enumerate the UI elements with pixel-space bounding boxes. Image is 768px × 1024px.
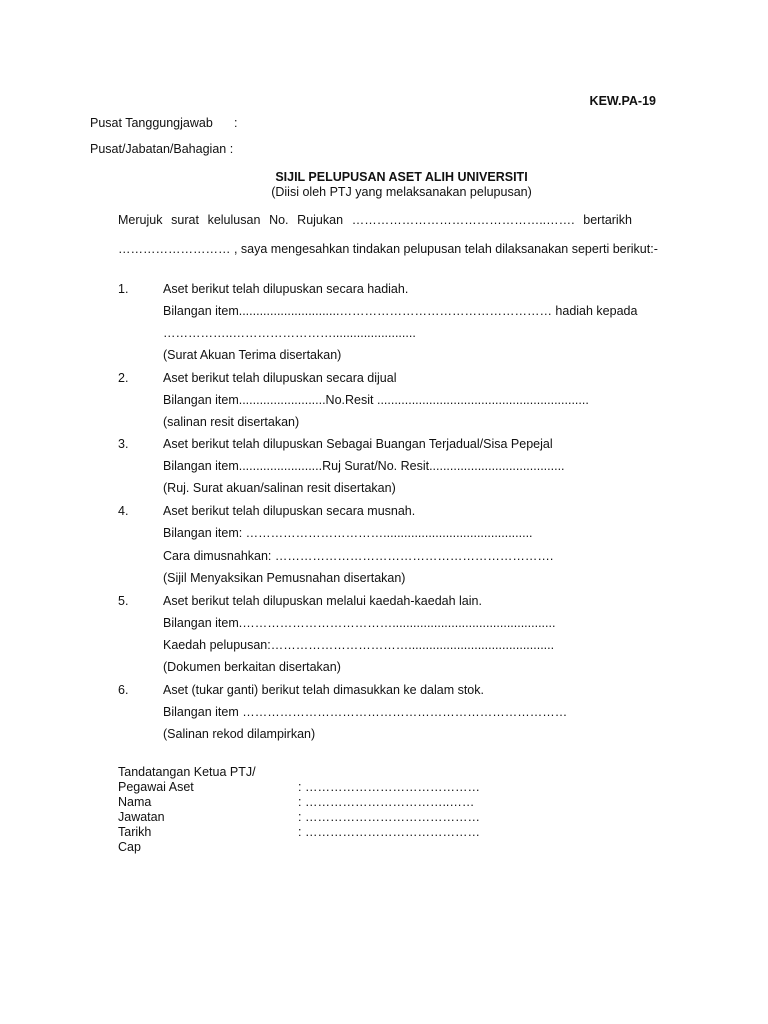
item-note: (Salinan rekod dilampirkan): [163, 727, 316, 741]
name-field: : ……………………………..……: [298, 795, 475, 809]
intro-word: No.: [269, 213, 289, 227]
item-line: Cara dimusnahkan: ………………………………………………………….: [163, 549, 554, 563]
item-number: 1.: [118, 282, 129, 296]
item-line: Aset berikut telah dilupuskan melalui kaedah-kaedah lain.: [163, 594, 482, 608]
item-line: Bilangan item ……………………………………………………………………: [163, 705, 568, 719]
name-label: Nama: [118, 795, 152, 809]
intro-line-1: [118, 207, 632, 234]
item-note: (Dokumen berkaitan disertakan): [163, 660, 341, 674]
item-line: Aset (tukar ganti) berikut telah dimasukkan ke dalam stok.: [163, 683, 484, 697]
item-number: 6.: [118, 683, 129, 697]
item-line: Aset berikut telah dilupuskan secara musnah.: [163, 504, 416, 518]
intro-word: surat: [171, 213, 199, 227]
signature-field: : ……………………………………: [298, 780, 480, 794]
item-line: ……………..……………………........................: [163, 326, 416, 340]
document-title: SIJIL PELUPUSAN ASET ALIH UNIVERSITI: [275, 170, 528, 184]
date-field: : ……………………………………: [298, 825, 480, 839]
item-note: (Ruj. Surat akuan/salinan resit disertakan): [163, 481, 396, 495]
department-label: Pusat/Jabatan/Bahagian :: [90, 142, 234, 156]
item-line: Kaedah pelupusan:……………………………..........................................: [163, 638, 555, 652]
intro-line-2: ……………………… , saya mengesahkan tindakan pelupusan telah dilaksanakan seperti berikut:-: [118, 242, 658, 256]
item-number: 2.: [118, 371, 129, 385]
item-line: Bilangan item........................Ruj Surat/No. Resit.......................................: [163, 459, 565, 473]
item-line: Aset berikut telah dilupuskan secara hadiah.: [163, 282, 409, 296]
signature-label: Pegawai Aset: [118, 780, 194, 794]
ptj-colon: :: [234, 116, 238, 130]
reference-blank: ………………………………………..…….: [351, 213, 575, 227]
intro-word: Merujuk: [118, 213, 163, 227]
item-line: Bilangan item.............................…………………………………………… hadiah kepada: [163, 304, 638, 318]
ptj-label: Pusat Tanggungjawab: [90, 116, 213, 130]
document-subtitle: (Diisi oleh PTJ yang melaksanakan pelupusan): [271, 185, 532, 199]
intro-word: Rujukan: [297, 213, 344, 227]
intro-word: kelulusan: [207, 213, 261, 227]
item-line: Aset berikut telah dilupuskan secara dijual: [163, 371, 397, 385]
item-line: Bilangan item: ……………………………...........................................: [163, 526, 533, 540]
item-line: Bilangan item.………………………………...............................................: [163, 616, 556, 630]
item-number: 3.: [118, 437, 129, 451]
item-note: (Surat Akuan Terima disertakan): [163, 348, 342, 362]
intro-word: bertarikh: [583, 213, 632, 227]
item-number: 4.: [118, 504, 129, 518]
item-line: Bilangan item.........................No.Resit .............................................................: [163, 393, 589, 407]
date-label: Tarikh: [118, 825, 152, 839]
form-code: KEW.PA-19: [589, 94, 656, 108]
stamp-label: Cap: [118, 840, 141, 854]
position-field: : ……………………………………: [298, 810, 480, 824]
item-note: (salinan resit disertakan): [163, 415, 300, 429]
item-note: (Sijil Menyaksikan Pemusnahan disertakan): [163, 571, 406, 585]
item-line: Aset berikut telah dilupuskan Sebagai Buangan Terjadual/Sisa Pepejal: [163, 437, 553, 451]
item-number: 5.: [118, 594, 129, 608]
signature-heading: Tandatangan Ketua PTJ/: [118, 765, 256, 779]
position-label: Jawatan: [118, 810, 165, 824]
